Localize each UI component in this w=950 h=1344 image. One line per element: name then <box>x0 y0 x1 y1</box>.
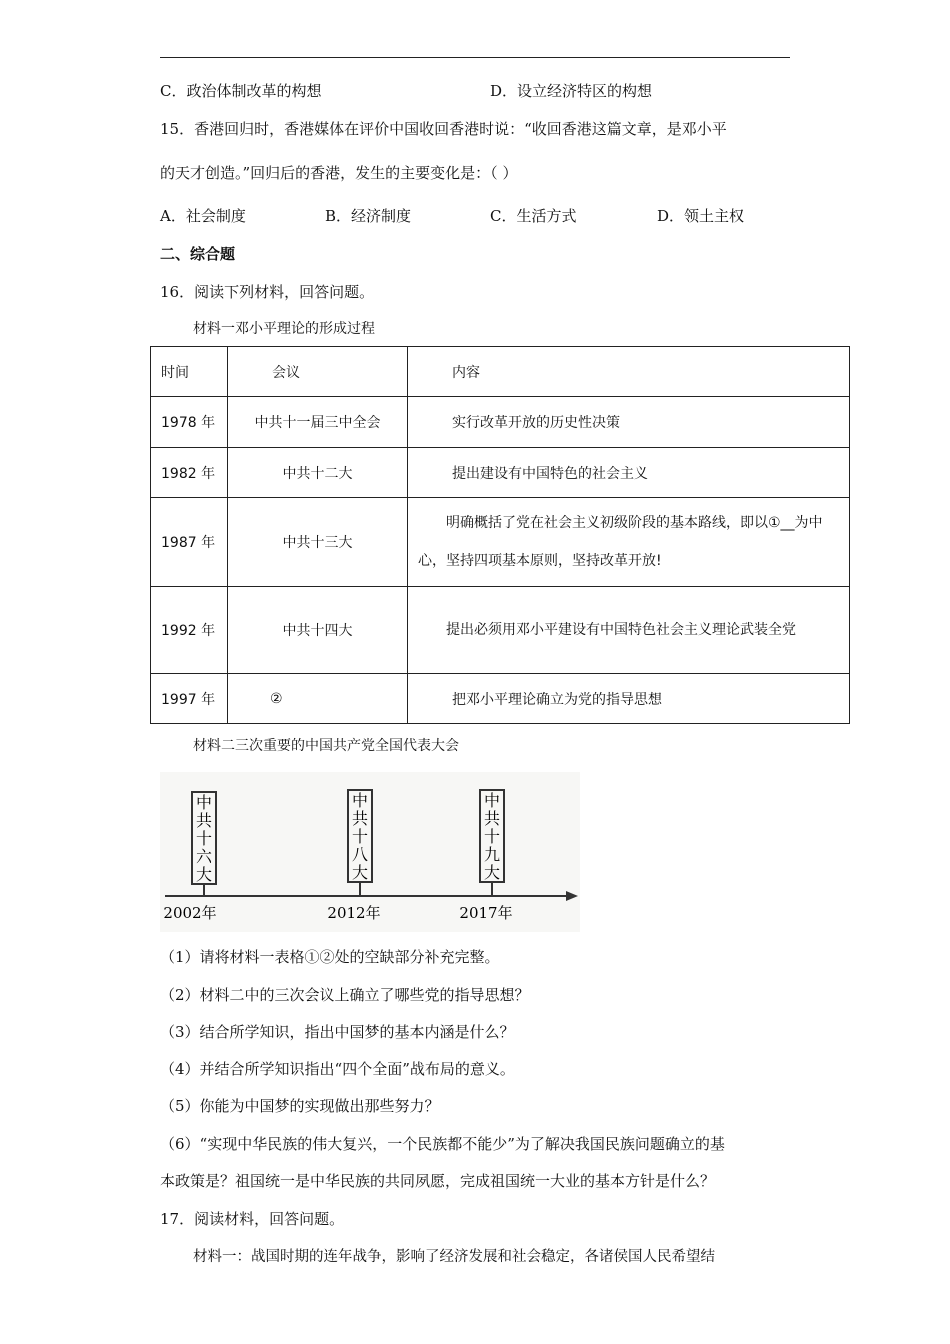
row-meeting: 中共十四大 <box>228 587 408 674</box>
row-content: 提出建设有中国特色的社会主义 <box>408 448 850 498</box>
q15-option-c: C．生活方式 <box>490 207 577 225</box>
q16-sub2: （2）材料二中的三次会议上确立了哪些党的指导思想？ <box>160 986 530 1004</box>
timeline-arrow-icon <box>566 891 578 901</box>
q15-line1: 15．香港回归时，香港媒体在评价中国收回香港时说：“收回香港这篇文章，是邓小平 <box>160 120 727 138</box>
q17-material1: 材料一：战国时期的连年战争，影响了经济发展和社会稳定，各诸侯国人民希望结 <box>193 1249 715 1265</box>
svg-text:大: 大 <box>351 863 369 882</box>
timeline-event-16 <box>163 792 216 922</box>
material1-table <box>150 346 850 724</box>
q14-option-d: D．设立经济特区的构想 <box>490 82 653 100</box>
timeline-year: 2012年 <box>327 904 381 922</box>
header-rule <box>160 57 790 58</box>
timeline-event-18 <box>327 790 380 922</box>
q15-option-d: D．领土主权 <box>657 207 745 225</box>
q15-option-b: B．经济制度 <box>325 207 412 225</box>
row-year: 1978 年 <box>151 397 228 448</box>
row-content: 把邓小平理论确立为党的指导思想 <box>408 674 850 724</box>
header-content: 内容 <box>408 347 850 397</box>
q16-prompt: 16．阅读下列材料，回答问题。 <box>160 283 375 301</box>
svg-text:十: 十 <box>195 829 213 848</box>
table-row <box>151 587 850 674</box>
table-row <box>151 448 850 498</box>
material2-timeline <box>160 772 580 932</box>
timeline-year: 2017年 <box>459 904 513 922</box>
svg-text:共: 共 <box>195 811 213 830</box>
row-content: 明确概括了党在社会主义初级阶段的基本路线，即以①__为中心，坚持四项基本原则，坚持改革开放! <box>408 498 850 587</box>
q14-option-c: C．政治体制改革的构想 <box>160 82 322 100</box>
material1-title: 材料一邓小平理论的形成过程 <box>193 321 375 337</box>
svg-text:共: 共 <box>351 809 369 828</box>
table-row <box>151 674 850 724</box>
svg-text:中: 中 <box>195 793 213 812</box>
material2-title: 材料二三次重要的中国共产党全国代表大会 <box>193 738 459 754</box>
table-row <box>151 498 850 587</box>
svg-text:共: 共 <box>483 809 501 828</box>
q15-option-a: A．社会制度 <box>160 207 246 225</box>
svg-text:十: 十 <box>483 827 501 846</box>
section-title: 二、综合题 <box>160 245 236 263</box>
svg-text:九: 九 <box>483 845 501 864</box>
q16-sub3: （3）结合所学知识，指出中国梦的基本内涵是什么？ <box>160 1023 515 1041</box>
svg-text:八: 八 <box>351 845 369 864</box>
row-meeting: 中共十一届三中全会 <box>228 397 408 448</box>
row-meeting: ② <box>228 674 408 724</box>
header-meeting: 会议 <box>228 347 408 397</box>
q16-sub6-line1: （6）“实现中华民族的伟大复兴，一个民族都不能少”为了解决我国民族问题确立的基 <box>160 1135 725 1153</box>
table-header-row <box>151 347 850 397</box>
header-time: 时间 <box>151 347 228 397</box>
row-content: 提出必须用邓小平建设有中国特色社会主义理论武装全党 <box>408 587 850 674</box>
svg-text:大: 大 <box>195 865 213 884</box>
svg-text:十: 十 <box>351 827 369 846</box>
row-year: 1997 年 <box>151 674 228 724</box>
timeline-year: 2002年 <box>163 904 217 922</box>
row-meeting: 中共十三大 <box>228 498 408 587</box>
q16-sub6-line2: 本政策是？祖国统一是中华民族的共同夙愿，完成祖国统一大业的基本方针是什么？ <box>160 1172 716 1190</box>
row-content: 实行改革开放的历史性决策 <box>408 397 850 448</box>
svg-text:中: 中 <box>483 791 501 810</box>
q16-sub1: （1）请将材料一表格①②处的空缺部分补充完整。 <box>160 948 500 966</box>
svg-text:中: 中 <box>351 791 369 810</box>
q16-sub4: （4）并结合所学知识指出“四个全面”战布局的意义。 <box>160 1060 515 1078</box>
q16-sub5: （5）你能为中国梦的实现做出那些努力？ <box>160 1097 440 1115</box>
row-meeting: 中共十二大 <box>228 448 408 498</box>
table-row <box>151 397 850 448</box>
row-year: 1987 年 <box>151 498 228 587</box>
svg-text:六: 六 <box>195 847 213 866</box>
q17-prompt: 17．阅读材料，回答问题。 <box>160 1210 345 1228</box>
row-year: 1982 年 <box>151 448 228 498</box>
svg-text:大: 大 <box>483 863 501 882</box>
timeline-event-19 <box>459 790 512 922</box>
q15-line2: 的天才创造。”回归后的香港，发生的主要变化是：（ ） <box>160 164 518 182</box>
row-year: 1992 年 <box>151 587 228 674</box>
